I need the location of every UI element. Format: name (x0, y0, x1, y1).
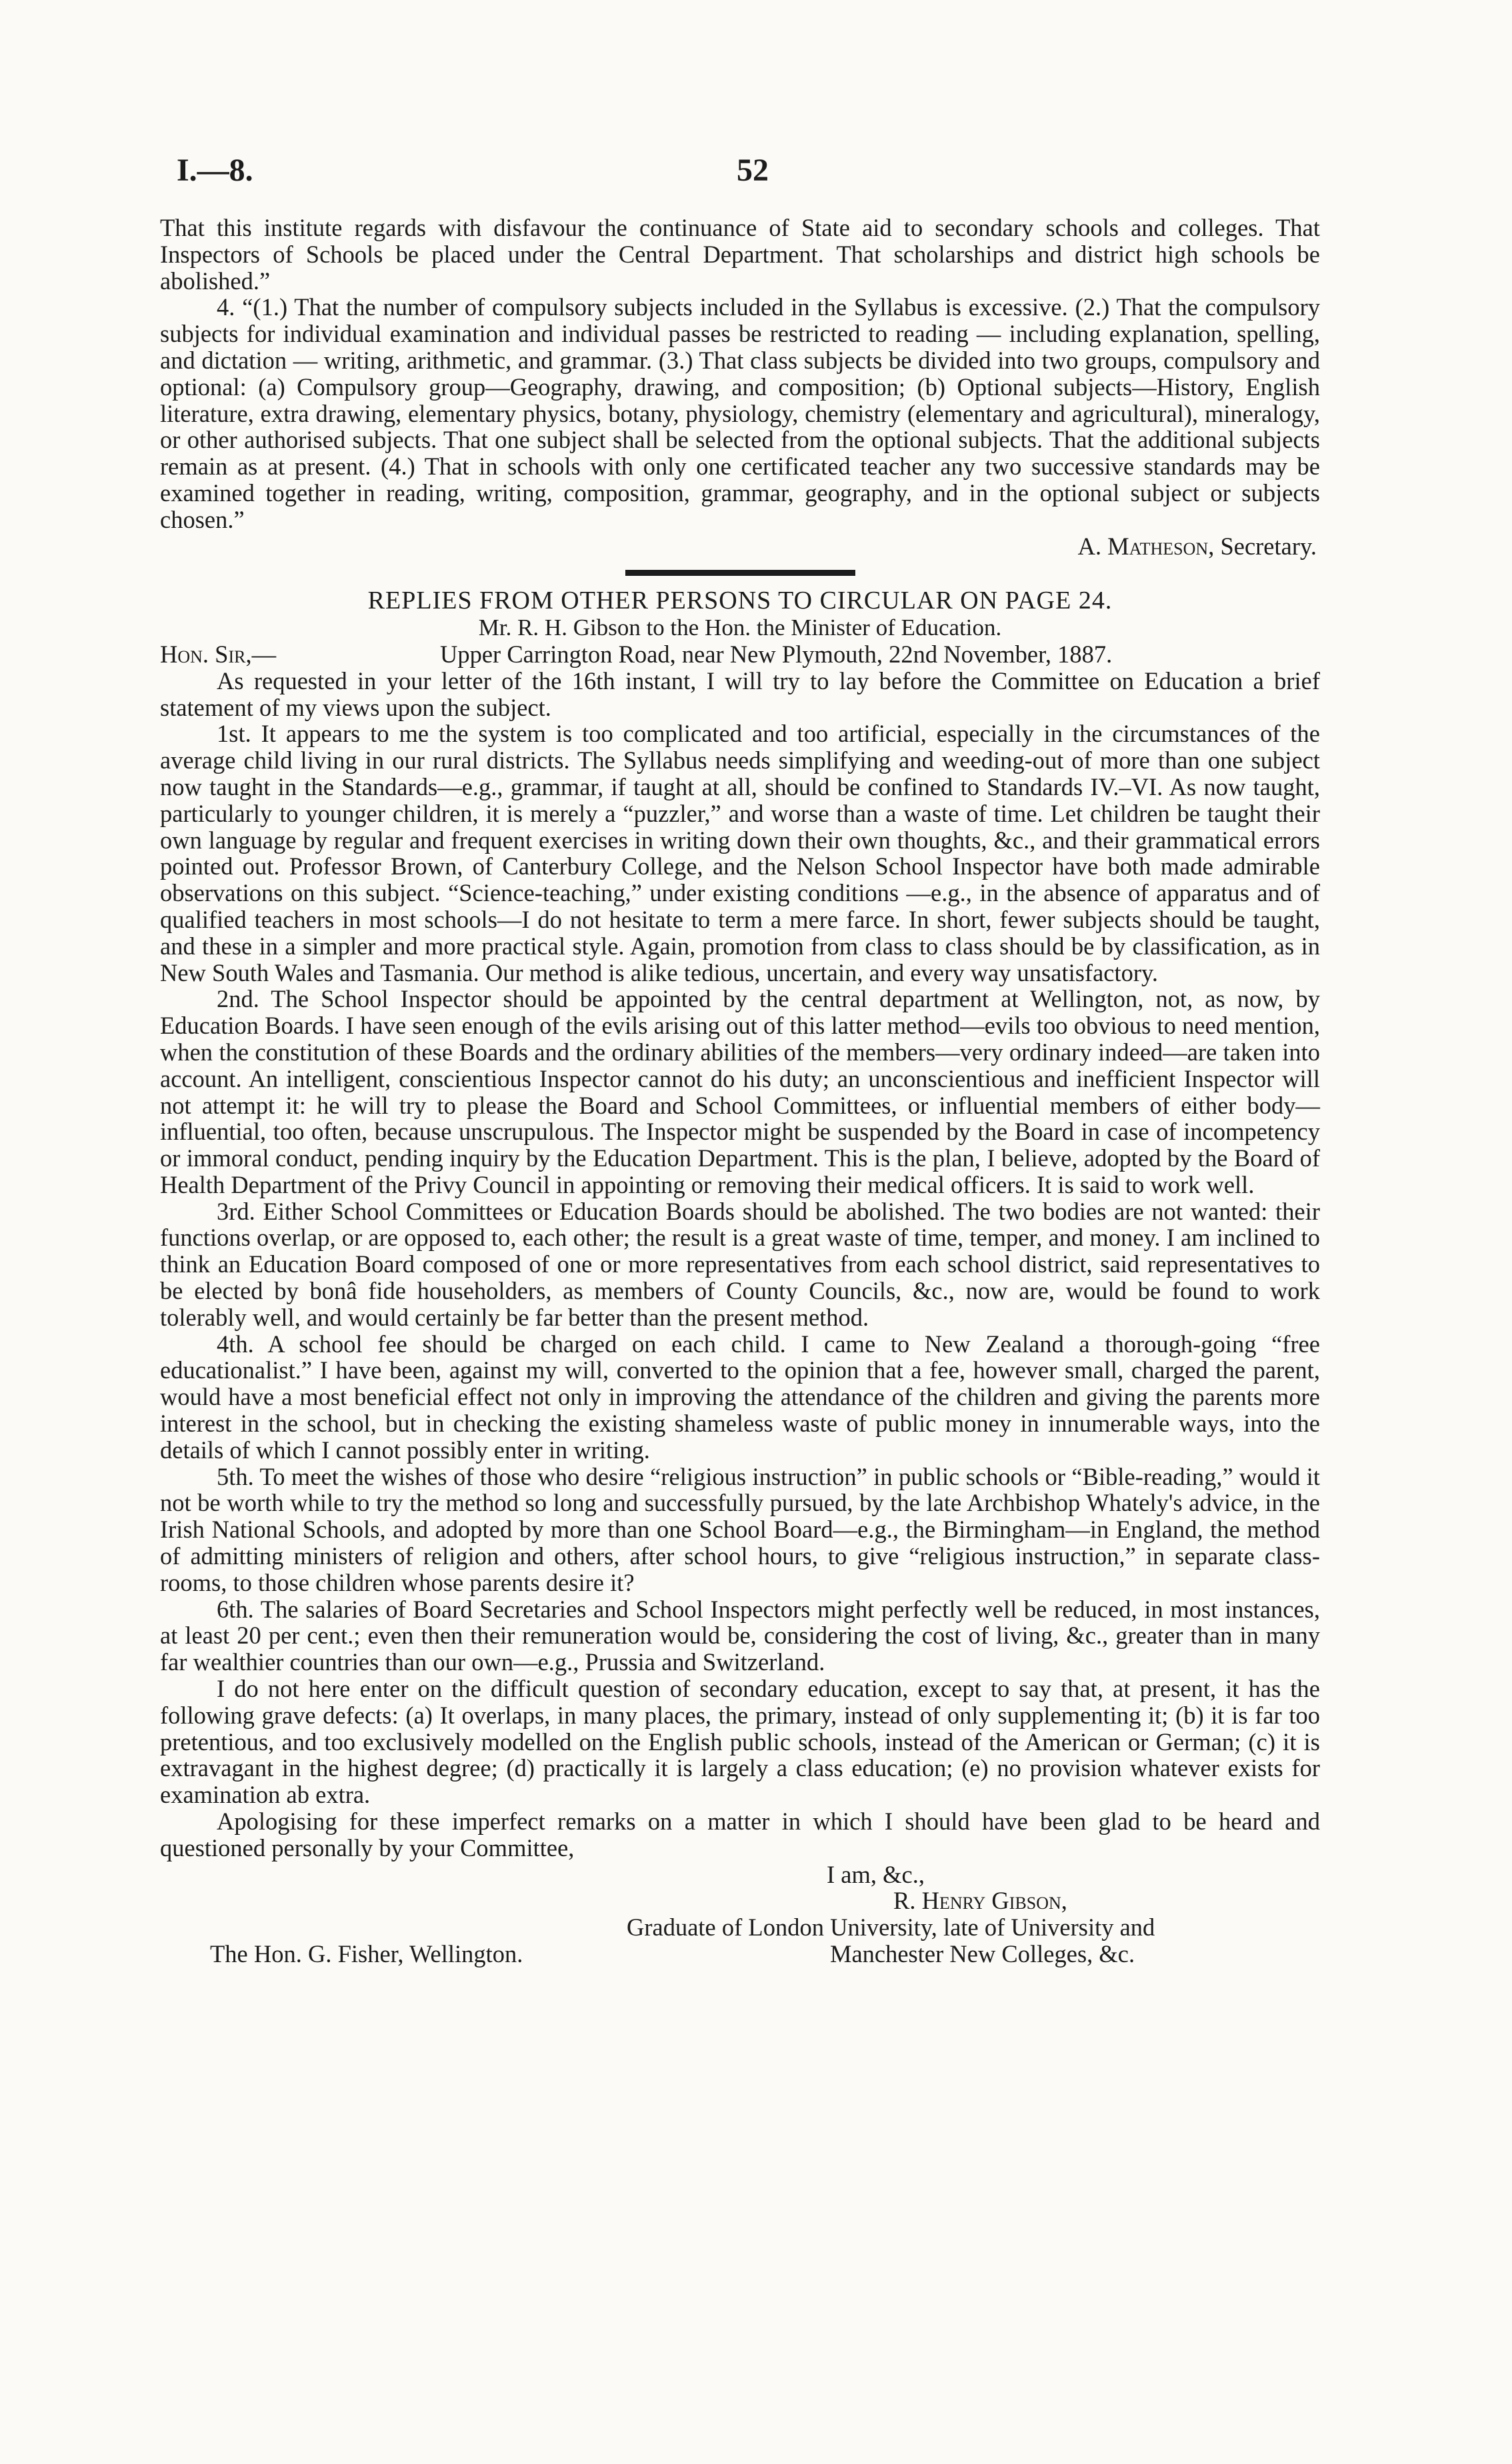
page-number: 52 (737, 153, 769, 188)
letter-paragraph: Apologising for these imperfect remarks on a matter in which I should have been glad to be heard and questioned personally by your Committee, (160, 1808, 1320, 1861)
letter-paragraph: 3rd. Either School Committees or Education Boards should be abolished. The two bodies are not wanted: their functions overlap, or are opposed to, each other; the result is a great waste of time, temper, and money. I am inclined to think an Education Board composed of one or more representatives from each school district, said representatives to be elected by bonâ fide householders, as members of County Councils, &c., now are, would be found to work tolerably well, and would certainly be far better than the present method. (160, 1197, 1320, 1331)
letter-paragraph: 1st. It appears to me the system is too complicated and too artificial, especially in the circumstances of the average child living in our rural districts. The Syllabus needs simplifying and weeding-out of more than one subject now taught in the Standards—e.g., grammar, if taught at all, should be confined to Standards IV.–VI. As now taught, particularly to younger children, it is merely a “puzzler,” and worse than a waste of time. Let children be taught their own language by regular and frequent exercises in writing down their own thoughts, &c., and their grammatical errors pointed out. Professor Brown, of Canterbury College, and the Nelson School Inspector have both made admirable observations on this subject. “Science-teaching,” under existing conditions —e.g., in the absence of apparatus and of qualified teachers in most schools—I do not hesitate to term a mere farce. In short, fewer subjects should be taught, and these in a simpler and more practical style. Again, promotion from class to class should be by classification, as in New South Wales and Tasmania. Our method is alike tedious, uncertain, and every way unsatisfactory. (160, 720, 1320, 986)
intro-paragraph-1: That this institute regards with disfavour the continuance of State aid to secondary schools and colleges. That Inspectors of Schools be placed under the Central Department. That scholarships and district high schools be abolished.” (160, 214, 1320, 295)
signatory-matheson: A. Matheson, Secretary. (1077, 532, 1317, 560)
letter-paragraph: 6th. The salaries of Board Secretaries and School Inspectors might perfectly well be reduced, in most instances, at least 20 per cent.; even then their remuneration would be, considering the cost of living, &c., greater than in many far wealthier countries than our own—e.g., Prussia and Switzerland. (160, 1595, 1320, 1676)
letter-title: Mr. R. H. Gibson to the Hon. the Minister of Education. (478, 615, 1002, 641)
letter-paragraph: I do not here enter on the difficult question of secondary education, except to say that, at present, it has the following grave defects: (a) It overlaps, in many places, the primary, instead of only supplementing it; (b) it is far too pretentious, and too exclusively modelled on the English public schools, instead of the American or German; (c) it is extravagant in the highest degree; (d) practically it is largely a class education; (e) no provision whatever exists for examination ab extra. (160, 1675, 1320, 1809)
letter-paragraph: 5th. To meet the wishes of those who desire “religious instruction” in public schools or “Bible-reading,” would it not be worth while to try the method so long and successfully pursued, by the late Archbishop Whately's advice, in the Irish National Schools, and adopted by more than one School Board—e.g., the Birmingham—in England, the method of admitting ministers of religion and others, after school hours, to give “religious instruction,” in separate class-rooms, to those children whose parents desire it? (160, 1462, 1320, 1596)
closing-footer-row (160, 1941, 1320, 1967)
closing-signature: R. Henry Gibson, (893, 1887, 1067, 1915)
signatory-role: Secretary. (1220, 532, 1317, 560)
intro-paragraph-2: 4. “(1.) That the number of compulsory subjects included in the Syllabus is excessive. (2.) That the compulsory subjects for individual examination and individual passes be restricted to reading — including explanation, spelling, and dictation — writing, arithmetic, and grammar. (3.) That class subjects be divided into two groups, compulsory and optional: (a) Compulsory group—Geography, drawing, and composition; (b) Optional subjects—History, English literature, extra drawing, elementary physics, botany, physiology, chemistry (elementary and agricultural), mineralogy, or other authorised subjects. That one subject shall be selected from the optional subjects. That the additional subjects remain as at present. (4.) That in schools with only one certificated teacher any two successive standards may be examined together in reading, writing, composition, grammar, geography, and in the optional subject or subjects chosen.” (160, 293, 1320, 533)
document-body (160, 215, 1320, 1967)
salutation: Hon. Sir,— (160, 640, 277, 668)
letter-paragraph: As requested in your letter of the 16th instant, I will try to lay before the Committee on Education a brief statement of my views upon the subject. (160, 666, 1320, 721)
addressee: The Hon. G. Fisher, Wellington. (210, 1940, 523, 1967)
signatory-name: A. Matheson (1077, 532, 1209, 560)
section-divider (625, 570, 855, 576)
section-heading: REPLIES FROM OTHER PERSONS TO CIRCULAR ON PAGE 24. (367, 587, 1113, 615)
closing-credentials-2: Manchester New Colleges, &c. (830, 1940, 1135, 1967)
address-date: Upper Carrington Road, near New Plymouth, 22nd November, 1887. (440, 640, 1113, 668)
salutation-row (160, 641, 1320, 668)
closing-line: I am, &c., (827, 1860, 925, 1888)
closing-credentials-1: Graduate of London University, late of University and (627, 1913, 1155, 1941)
document-reference: I.—8. (177, 153, 253, 188)
letter-paragraph: 4th. A school fee should be charged on each child. I came to New Zealand a thorough-going “free educationalist.” I have been, against my will, converted to the opinion that a fee, however small, charged the parent, would have a most beneficial effect not only in improving the attendance of the children and giving the parents more interest in the school, but in checking the existing shameless waste of public money in innumerable ways, into the details of which I cannot possibly enter in writing. (160, 1330, 1320, 1464)
letter-paragraph: 2nd. The School Inspector should be appointed by the central department at Wellington, not, as now, by Education Boards. I have seen enough of the evils arising out of this latter method—evils too obvious to need mention, when the constitution of these Boards and the ordinary abilities of the members—very ordinary indeed—are taken into account. An intelligent, conscientious Inspector cannot do his duty; an unconscientious and inefficient Inspector will not attempt it: he will try to please the Board and School Committees, or influential members of either body—influential, too often, because unscrupulous. The Inspector might be suspended by the Board in case of incompetency or immoral conduct, pending inquiry by the Education Department. This is the plan, I believe, adopted by the Board of Health Department of the Privy Council in appointing or removing their medical officers. It is said to work well. (160, 985, 1320, 1198)
